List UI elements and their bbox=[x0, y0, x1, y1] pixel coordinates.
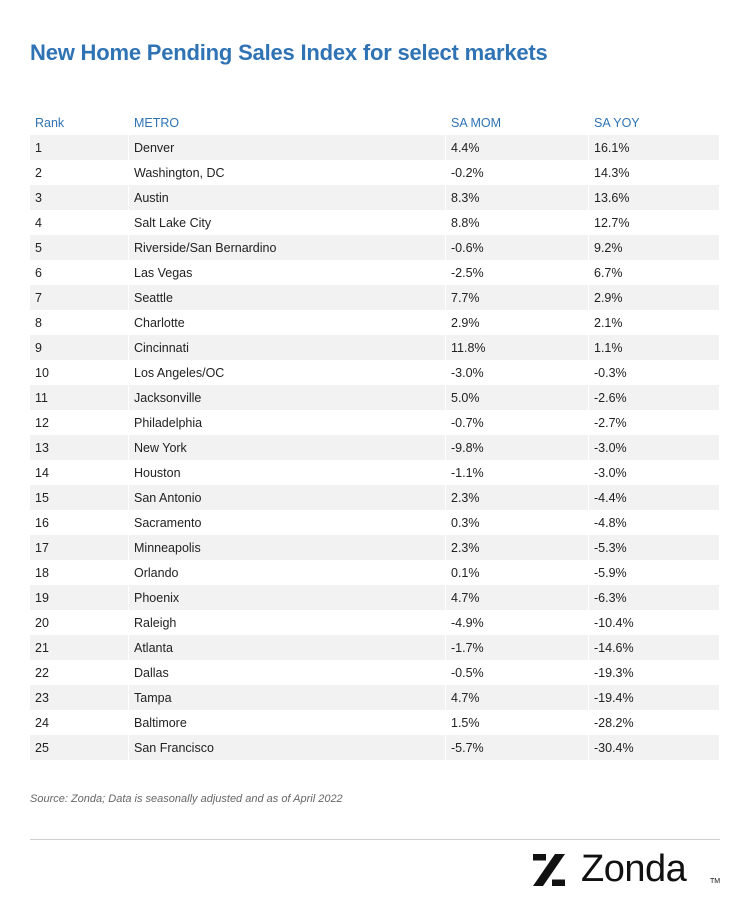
sa-mom-cell: -0.2% bbox=[446, 160, 589, 185]
table-row bbox=[30, 160, 719, 185]
sa-mom-cell: 5.0% bbox=[446, 385, 589, 410]
rank-cell: 10 bbox=[30, 360, 129, 385]
sa-yoy-cell: -2.6% bbox=[589, 385, 719, 410]
metro-cell: Baltimore bbox=[129, 710, 446, 735]
sa-mom-cell: -4.9% bbox=[446, 610, 589, 635]
rank-cell: 6 bbox=[30, 260, 129, 285]
metro-cell: Austin bbox=[129, 185, 446, 210]
table-body bbox=[30, 135, 719, 760]
metro-cell: Cincinnati bbox=[129, 335, 446, 360]
metro-cell: New York bbox=[129, 435, 446, 460]
zonda-wordmark: Zonda bbox=[581, 848, 687, 890]
header-metro[interactable]: METRO bbox=[134, 115, 180, 130]
trademark-symbol: TM bbox=[710, 878, 721, 885]
rank-cell: 2 bbox=[30, 160, 129, 185]
metro-cell: Denver bbox=[129, 135, 446, 160]
sa-mom-cell: -5.7% bbox=[446, 735, 589, 760]
metro-cell: Orlando bbox=[129, 560, 446, 585]
sa-yoy-cell: 1.1% bbox=[589, 335, 719, 360]
table-row bbox=[30, 410, 719, 435]
sa-mom-cell: 7.7% bbox=[446, 285, 589, 310]
table-row bbox=[30, 735, 719, 760]
rank-cell: 16 bbox=[30, 510, 129, 535]
sa-yoy-cell: 2.1% bbox=[589, 310, 719, 335]
sa-yoy-cell: 14.3% bbox=[589, 160, 719, 185]
rank-cell: 21 bbox=[30, 635, 129, 660]
sa-yoy-cell: -4.8% bbox=[589, 510, 719, 535]
table-row bbox=[30, 535, 719, 560]
table-row bbox=[30, 435, 719, 460]
metro-cell: Minneapolis bbox=[129, 535, 446, 560]
table-row bbox=[30, 560, 719, 585]
rank-cell: 5 bbox=[30, 235, 129, 260]
rank-cell: 8 bbox=[30, 310, 129, 335]
table-row bbox=[30, 485, 719, 510]
sa-yoy-cell: -4.4% bbox=[589, 485, 719, 510]
sa-yoy-cell: -5.9% bbox=[589, 560, 719, 585]
sa-mom-cell: -3.0% bbox=[446, 360, 589, 385]
metro-cell: Raleigh bbox=[129, 610, 446, 635]
rank-cell: 25 bbox=[30, 735, 129, 760]
sa-yoy-cell: -2.7% bbox=[589, 410, 719, 435]
table-row bbox=[30, 185, 719, 210]
metro-cell: Washington, DC bbox=[129, 160, 446, 185]
rank-cell: 19 bbox=[30, 585, 129, 610]
table-row bbox=[30, 360, 719, 385]
header-rank[interactable]: Rank bbox=[35, 115, 65, 130]
page-title: New Home Pending Sales Index for select markets bbox=[30, 40, 548, 65]
rank-cell: 15 bbox=[30, 485, 129, 510]
sa-yoy-cell: -6.3% bbox=[589, 585, 719, 610]
rank-cell: 22 bbox=[30, 660, 129, 685]
rank-cell: 4 bbox=[30, 210, 129, 235]
sa-yoy-cell: -0.3% bbox=[589, 360, 719, 385]
rank-cell: 13 bbox=[30, 435, 129, 460]
rank-cell: 18 bbox=[30, 560, 129, 585]
metro-cell: Atlanta bbox=[129, 635, 446, 660]
sa-yoy-cell: 2.9% bbox=[589, 285, 719, 310]
sa-mom-cell: 2.3% bbox=[446, 485, 589, 510]
sa-mom-cell: 2.9% bbox=[446, 310, 589, 335]
sa-yoy-cell: -28.2% bbox=[589, 710, 719, 735]
table-row bbox=[30, 285, 719, 310]
metro-cell: Charlotte bbox=[129, 310, 446, 335]
rank-cell: 14 bbox=[30, 460, 129, 485]
table-row bbox=[30, 460, 719, 485]
sa-mom-cell: -0.6% bbox=[446, 235, 589, 260]
sa-yoy-cell: -19.3% bbox=[589, 660, 719, 685]
table-row bbox=[30, 610, 719, 635]
table-row bbox=[30, 685, 719, 710]
source-note: Source: Zonda; Data is seasonally adjusted and as of April 2022 bbox=[30, 793, 343, 805]
sa-yoy-cell: 12.7% bbox=[589, 210, 719, 235]
metro-cell: Tampa bbox=[129, 685, 446, 710]
metro-cell: Seattle bbox=[129, 285, 446, 310]
sa-mom-cell: 2.3% bbox=[446, 535, 589, 560]
rank-cell: 1 bbox=[30, 135, 129, 160]
table-row bbox=[30, 635, 719, 660]
table-row bbox=[30, 135, 719, 160]
sa-yoy-cell: -14.6% bbox=[589, 635, 719, 660]
table-row bbox=[30, 585, 719, 610]
rank-cell: 11 bbox=[30, 385, 129, 410]
footer-divider bbox=[30, 839, 720, 840]
sa-yoy-cell: -3.0% bbox=[589, 460, 719, 485]
metro-cell: San Antonio bbox=[129, 485, 446, 510]
rank-cell: 7 bbox=[30, 285, 129, 310]
sa-mom-cell: 11.8% bbox=[446, 335, 589, 360]
sa-mom-cell: -1.7% bbox=[446, 635, 589, 660]
sa-mom-cell: 4.4% bbox=[446, 135, 589, 160]
sa-mom-cell: 8.8% bbox=[446, 210, 589, 235]
zonda-logo bbox=[533, 848, 723, 892]
table-row bbox=[30, 335, 719, 360]
metro-cell: San Francisco bbox=[129, 735, 446, 760]
metro-cell: Houston bbox=[129, 460, 446, 485]
sa-mom-cell: -2.5% bbox=[446, 260, 589, 285]
rank-cell: 12 bbox=[30, 410, 129, 435]
sa-yoy-cell: -10.4% bbox=[589, 610, 719, 635]
header-sa-yoy[interactable]: SA YOY bbox=[594, 115, 640, 130]
metro-cell: Philadelphia bbox=[129, 410, 446, 435]
metro-cell: Riverside/San Bernardino bbox=[129, 235, 446, 260]
table-row bbox=[30, 235, 719, 260]
metro-cell: Los Angeles/OC bbox=[129, 360, 446, 385]
table-row bbox=[30, 260, 719, 285]
metro-cell: Salt Lake City bbox=[129, 210, 446, 235]
rank-cell: 3 bbox=[30, 185, 129, 210]
sa-yoy-cell: 16.1% bbox=[589, 135, 719, 160]
sa-mom-cell: 4.7% bbox=[446, 585, 589, 610]
rank-cell: 20 bbox=[30, 610, 129, 635]
rank-cell: 9 bbox=[30, 335, 129, 360]
zonda-mark-icon bbox=[533, 854, 565, 886]
pending-sales-table bbox=[30, 110, 719, 760]
sa-yoy-cell: 13.6% bbox=[589, 185, 719, 210]
sa-mom-cell: 0.1% bbox=[446, 560, 589, 585]
rank-cell: 17 bbox=[30, 535, 129, 560]
sa-mom-cell: -0.5% bbox=[446, 660, 589, 685]
metro-cell: Sacramento bbox=[129, 510, 446, 535]
header-sa-mom[interactable]: SA MOM bbox=[451, 115, 502, 130]
sa-mom-cell: 8.3% bbox=[446, 185, 589, 210]
table-row bbox=[30, 660, 719, 685]
sa-yoy-cell: 6.7% bbox=[589, 260, 719, 285]
sa-yoy-cell: 9.2% bbox=[589, 235, 719, 260]
metro-cell: Dallas bbox=[129, 660, 446, 685]
metro-cell: Las Vegas bbox=[129, 260, 446, 285]
sa-mom-cell: 4.7% bbox=[446, 685, 589, 710]
metro-cell: Phoenix bbox=[129, 585, 446, 610]
sa-mom-cell: 0.3% bbox=[446, 510, 589, 535]
sa-yoy-cell: -5.3% bbox=[589, 535, 719, 560]
sa-yoy-cell: -3.0% bbox=[589, 435, 719, 460]
sa-mom-cell: 1.5% bbox=[446, 710, 589, 735]
table-row bbox=[30, 510, 719, 535]
table-row bbox=[30, 710, 719, 735]
sa-yoy-cell: -30.4% bbox=[589, 735, 719, 760]
metro-cell: Jacksonville bbox=[129, 385, 446, 410]
sa-mom-cell: -9.8% bbox=[446, 435, 589, 460]
table-header-row bbox=[30, 110, 719, 135]
rank-cell: 23 bbox=[30, 685, 129, 710]
sa-yoy-cell: -19.4% bbox=[589, 685, 719, 710]
table-row bbox=[30, 310, 719, 335]
rank-cell: 24 bbox=[30, 710, 129, 735]
table-row bbox=[30, 385, 719, 410]
sa-mom-cell: -1.1% bbox=[446, 460, 589, 485]
table-row bbox=[30, 210, 719, 235]
sa-mom-cell: -0.7% bbox=[446, 410, 589, 435]
